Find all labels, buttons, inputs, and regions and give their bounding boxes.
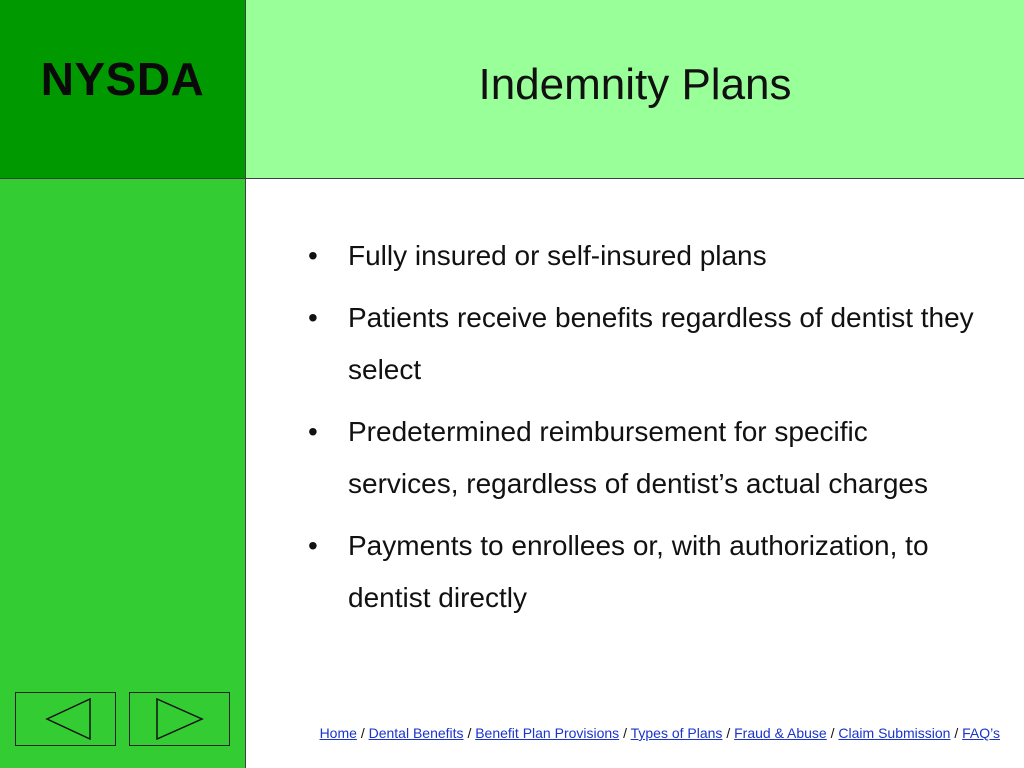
bullet-dot: • (308, 416, 318, 447)
bullet-item: • Patients receive benefits regardless of dentist they select (305, 292, 985, 396)
link-types-of-plans[interactable]: Types of Plans (630, 725, 723, 741)
footer-navigation (320, 725, 1000, 741)
bullet-item: • Payments to enrollees or, with authorization, to dentist directly (305, 520, 985, 624)
title-panel (246, 0, 1024, 179)
link-benefit-plan-provisions[interactable]: Benefit Plan Provisions (475, 725, 620, 741)
separator: / (623, 725, 627, 741)
bullet-dot: • (308, 240, 318, 271)
separator: / (830, 725, 835, 741)
left-triangle-icon (16, 693, 115, 745)
link-dental-benefits[interactable]: Dental Benefits (368, 725, 464, 741)
logo-text: NYSDA (40, 53, 205, 105)
bullet-item: • Predetermined reimbursement for specific services, regardless of dentist’s actual charges (305, 406, 985, 510)
slide-title: Indemnity Plans (478, 60, 792, 109)
previous-slide-button[interactable] (15, 692, 116, 746)
separator: / (360, 725, 365, 741)
sidebar (0, 179, 246, 768)
bullet-dot: • (308, 302, 318, 333)
right-triangle-icon (130, 693, 229, 745)
separator: / (954, 725, 959, 741)
separator: / (467, 725, 472, 741)
separator: / (726, 725, 731, 741)
logo-panel (0, 0, 246, 179)
link-fraud-abuse[interactable]: Fraud & Abuse (734, 725, 827, 741)
bullet-list (305, 230, 985, 634)
link-home[interactable]: Home (319, 725, 357, 741)
bullet-item: • Fully insured or self-insured plans (305, 230, 985, 282)
next-slide-button[interactable] (129, 692, 230, 746)
link-faqs[interactable]: FAQ’s (962, 725, 1000, 741)
bullet-dot: • (308, 530, 318, 561)
link-claim-submission[interactable]: Claim Submission (838, 725, 951, 741)
